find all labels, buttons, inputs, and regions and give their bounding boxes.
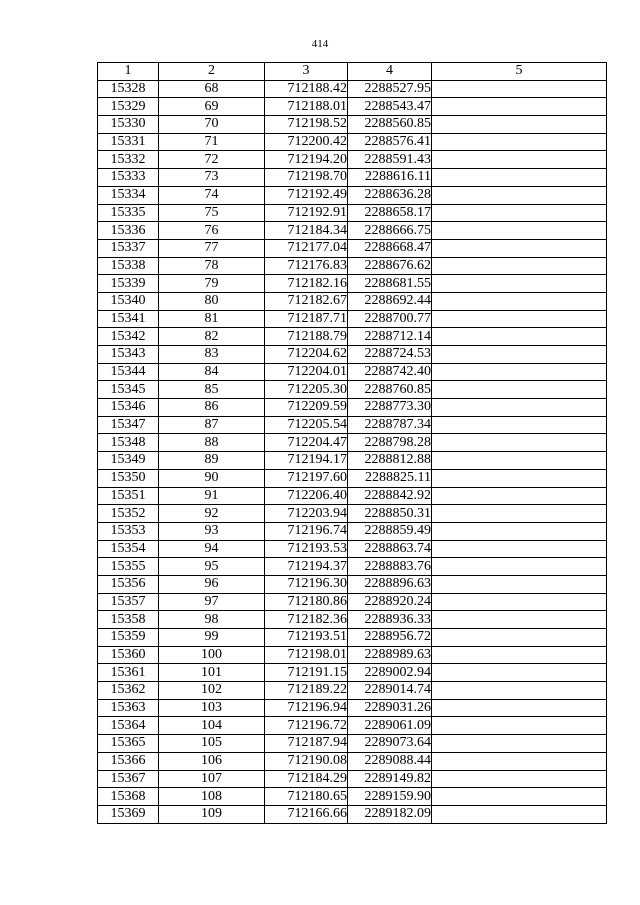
row-number-cell: 15328 [98, 80, 159, 98]
point-number-cell: 86 [159, 399, 265, 417]
x-coordinate-cell: 712194.17 [265, 452, 348, 470]
point-number-cell: 107 [159, 770, 265, 788]
column-header: 1 [98, 63, 159, 81]
row-number-cell: 15330 [98, 116, 159, 134]
row-number-cell: 15362 [98, 682, 159, 700]
y-coordinate-cell: 2288658.17 [348, 204, 432, 222]
x-coordinate-cell: 712204.47 [265, 434, 348, 452]
row-number-cell: 15363 [98, 699, 159, 717]
point-number-cell: 83 [159, 346, 265, 364]
table-row [98, 434, 607, 452]
x-coordinate-cell: 712187.94 [265, 735, 348, 753]
y-coordinate-cell: 2289002.94 [348, 664, 432, 682]
point-number-cell: 84 [159, 363, 265, 381]
notes-cell [432, 151, 607, 169]
x-coordinate-cell: 712193.53 [265, 540, 348, 558]
y-coordinate-cell: 2289031.26 [348, 699, 432, 717]
row-number-cell: 15331 [98, 133, 159, 151]
row-number-cell: 15329 [98, 98, 159, 116]
notes-cell [432, 222, 607, 240]
table-body [98, 80, 607, 823]
y-coordinate-cell: 2288576.41 [348, 133, 432, 151]
row-number-cell: 15364 [98, 717, 159, 735]
table-row [98, 487, 607, 505]
row-number-cell: 15339 [98, 275, 159, 293]
y-coordinate-cell: 2289182.09 [348, 805, 432, 823]
table-row [98, 682, 607, 700]
row-number-cell: 15367 [98, 770, 159, 788]
point-number-cell: 94 [159, 540, 265, 558]
notes-cell [432, 363, 607, 381]
table-row [98, 275, 607, 293]
y-coordinate-cell: 2288825.11 [348, 469, 432, 487]
table-row [98, 98, 607, 116]
y-coordinate-cell: 2289073.64 [348, 735, 432, 753]
y-coordinate-cell: 2288666.75 [348, 222, 432, 240]
table-row [98, 416, 607, 434]
point-number-cell: 92 [159, 505, 265, 523]
table-row [98, 522, 607, 540]
x-coordinate-cell: 712198.70 [265, 169, 348, 187]
notes-cell [432, 575, 607, 593]
x-coordinate-cell: 712176.83 [265, 257, 348, 275]
y-coordinate-cell: 2289159.90 [348, 788, 432, 806]
row-number-cell: 15342 [98, 328, 159, 346]
point-number-cell: 88 [159, 434, 265, 452]
notes-cell [432, 505, 607, 523]
notes-cell [432, 328, 607, 346]
y-coordinate-cell: 2288956.72 [348, 629, 432, 647]
table-row [98, 116, 607, 134]
point-number-cell: 79 [159, 275, 265, 293]
table-row [98, 788, 607, 806]
notes-cell [432, 257, 607, 275]
x-coordinate-cell: 712200.42 [265, 133, 348, 151]
x-coordinate-cell: 712184.34 [265, 222, 348, 240]
row-number-cell: 15360 [98, 646, 159, 664]
point-number-cell: 70 [159, 116, 265, 134]
point-number-cell: 77 [159, 239, 265, 257]
x-coordinate-cell: 712194.37 [265, 558, 348, 576]
x-coordinate-cell: 712196.72 [265, 717, 348, 735]
y-coordinate-cell: 2288863.74 [348, 540, 432, 558]
x-coordinate-cell: 712203.94 [265, 505, 348, 523]
table-row [98, 752, 607, 770]
x-coordinate-cell: 712177.04 [265, 239, 348, 257]
x-coordinate-cell: 712204.01 [265, 363, 348, 381]
table-row [98, 717, 607, 735]
notes-cell [432, 399, 607, 417]
x-coordinate-cell: 712192.49 [265, 186, 348, 204]
table-row [98, 399, 607, 417]
table-row [98, 204, 607, 222]
x-coordinate-cell: 712204.62 [265, 346, 348, 364]
x-coordinate-cell: 712198.52 [265, 116, 348, 134]
notes-cell [432, 735, 607, 753]
table-row [98, 239, 607, 257]
row-number-cell: 15341 [98, 310, 159, 328]
point-number-cell: 78 [159, 257, 265, 275]
x-coordinate-cell: 712180.86 [265, 593, 348, 611]
row-number-cell: 15347 [98, 416, 159, 434]
row-number-cell: 15340 [98, 292, 159, 310]
point-number-cell: 109 [159, 805, 265, 823]
row-number-cell: 15349 [98, 452, 159, 470]
y-coordinate-cell: 2289088.44 [348, 752, 432, 770]
x-coordinate-cell: 712196.30 [265, 575, 348, 593]
table-row [98, 328, 607, 346]
point-number-cell: 76 [159, 222, 265, 240]
point-number-cell: 106 [159, 752, 265, 770]
row-number-cell: 15357 [98, 593, 159, 611]
row-number-cell: 15343 [98, 346, 159, 364]
y-coordinate-cell: 2289061.09 [348, 717, 432, 735]
notes-cell [432, 416, 607, 434]
row-number-cell: 15346 [98, 399, 159, 417]
y-coordinate-cell: 2288742.40 [348, 363, 432, 381]
y-coordinate-cell: 2288812.88 [348, 452, 432, 470]
y-coordinate-cell: 2288896.63 [348, 575, 432, 593]
y-coordinate-cell: 2288760.85 [348, 381, 432, 399]
notes-cell [432, 346, 607, 364]
row-number-cell: 15355 [98, 558, 159, 576]
x-coordinate-cell: 712206.40 [265, 487, 348, 505]
notes-cell [432, 699, 607, 717]
point-number-cell: 91 [159, 487, 265, 505]
notes-cell [432, 664, 607, 682]
point-number-cell: 98 [159, 611, 265, 629]
table-row [98, 629, 607, 647]
notes-cell [432, 80, 607, 98]
table-row [98, 593, 607, 611]
row-number-cell: 15334 [98, 186, 159, 204]
x-coordinate-cell: 712196.94 [265, 699, 348, 717]
x-coordinate-cell: 712194.20 [265, 151, 348, 169]
row-number-cell: 15368 [98, 788, 159, 806]
notes-cell [432, 292, 607, 310]
point-number-cell: 102 [159, 682, 265, 700]
y-coordinate-cell: 2288668.47 [348, 239, 432, 257]
point-number-cell: 85 [159, 381, 265, 399]
y-coordinate-cell: 2288798.28 [348, 434, 432, 452]
y-coordinate-cell: 2288773.30 [348, 399, 432, 417]
x-coordinate-cell: 712188.79 [265, 328, 348, 346]
notes-cell [432, 805, 607, 823]
notes-cell [432, 682, 607, 700]
y-coordinate-cell: 2288636.28 [348, 186, 432, 204]
notes-cell [432, 275, 607, 293]
notes-cell [432, 487, 607, 505]
notes-cell [432, 611, 607, 629]
y-coordinate-cell: 2288527.95 [348, 80, 432, 98]
point-number-cell: 95 [159, 558, 265, 576]
point-number-cell: 81 [159, 310, 265, 328]
row-number-cell: 15369 [98, 805, 159, 823]
row-number-cell: 15348 [98, 434, 159, 452]
table-row [98, 452, 607, 470]
table-row [98, 558, 607, 576]
notes-cell [432, 239, 607, 257]
table-row [98, 611, 607, 629]
table-row [98, 257, 607, 275]
y-coordinate-cell: 2288724.53 [348, 346, 432, 364]
y-coordinate-cell: 2288842.92 [348, 487, 432, 505]
row-number-cell: 15345 [98, 381, 159, 399]
x-coordinate-cell: 712192.91 [265, 204, 348, 222]
point-number-cell: 75 [159, 204, 265, 222]
y-coordinate-cell: 2288700.77 [348, 310, 432, 328]
row-number-cell: 15335 [98, 204, 159, 222]
row-number-cell: 15356 [98, 575, 159, 593]
x-coordinate-cell: 712182.67 [265, 292, 348, 310]
y-coordinate-cell: 2288543.47 [348, 98, 432, 116]
notes-cell [432, 186, 607, 204]
point-number-cell: 90 [159, 469, 265, 487]
notes-cell [432, 522, 607, 540]
notes-cell [432, 310, 607, 328]
y-coordinate-cell: 2288883.76 [348, 558, 432, 576]
column-header: 2 [159, 63, 265, 81]
point-number-cell: 73 [159, 169, 265, 187]
y-coordinate-cell: 2288989.63 [348, 646, 432, 664]
table-row [98, 735, 607, 753]
point-number-cell: 93 [159, 522, 265, 540]
row-number-cell: 15338 [98, 257, 159, 275]
y-coordinate-cell: 2289014.74 [348, 682, 432, 700]
point-number-cell: 68 [159, 80, 265, 98]
table-row [98, 80, 607, 98]
x-coordinate-cell: 712191.15 [265, 664, 348, 682]
point-number-cell: 74 [159, 186, 265, 204]
table-row [98, 699, 607, 717]
point-number-cell: 71 [159, 133, 265, 151]
x-coordinate-cell: 712190.08 [265, 752, 348, 770]
x-coordinate-cell: 712205.30 [265, 381, 348, 399]
table-row [98, 186, 607, 204]
row-number-cell: 15366 [98, 752, 159, 770]
row-number-cell: 15359 [98, 629, 159, 647]
row-number-cell: 15337 [98, 239, 159, 257]
x-coordinate-cell: 712189.22 [265, 682, 348, 700]
column-header: 4 [348, 63, 432, 81]
table-row [98, 310, 607, 328]
table-row [98, 505, 607, 523]
notes-cell [432, 646, 607, 664]
notes-cell [432, 593, 607, 611]
x-coordinate-cell: 712196.74 [265, 522, 348, 540]
row-number-cell: 15344 [98, 363, 159, 381]
x-coordinate-cell: 712205.54 [265, 416, 348, 434]
y-coordinate-cell: 2288676.62 [348, 257, 432, 275]
table-row [98, 770, 607, 788]
x-coordinate-cell: 712197.60 [265, 469, 348, 487]
x-coordinate-cell: 712184.29 [265, 770, 348, 788]
table-row [98, 805, 607, 823]
notes-cell [432, 434, 607, 452]
notes-cell [432, 169, 607, 187]
point-number-cell: 80 [159, 292, 265, 310]
coordinates-table [97, 62, 607, 824]
y-coordinate-cell: 2288712.14 [348, 328, 432, 346]
row-number-cell: 15350 [98, 469, 159, 487]
point-number-cell: 103 [159, 699, 265, 717]
point-number-cell: 89 [159, 452, 265, 470]
y-coordinate-cell: 2289149.82 [348, 770, 432, 788]
y-coordinate-cell: 2288692.44 [348, 292, 432, 310]
x-coordinate-cell: 712182.36 [265, 611, 348, 629]
point-number-cell: 105 [159, 735, 265, 753]
row-number-cell: 15333 [98, 169, 159, 187]
notes-cell [432, 629, 607, 647]
x-coordinate-cell: 712188.42 [265, 80, 348, 98]
table-row [98, 169, 607, 187]
point-number-cell: 96 [159, 575, 265, 593]
row-number-cell: 15354 [98, 540, 159, 558]
row-number-cell: 15332 [98, 151, 159, 169]
point-number-cell: 97 [159, 593, 265, 611]
x-coordinate-cell: 712166.66 [265, 805, 348, 823]
y-coordinate-cell: 2288859.49 [348, 522, 432, 540]
table-header-row [98, 63, 607, 81]
y-coordinate-cell: 2288936.33 [348, 611, 432, 629]
table-row [98, 646, 607, 664]
row-number-cell: 15352 [98, 505, 159, 523]
row-number-cell: 15365 [98, 735, 159, 753]
point-number-cell: 108 [159, 788, 265, 806]
point-number-cell: 87 [159, 416, 265, 434]
notes-cell [432, 540, 607, 558]
notes-cell [432, 770, 607, 788]
table-row [98, 664, 607, 682]
point-number-cell: 99 [159, 629, 265, 647]
row-number-cell: 15358 [98, 611, 159, 629]
table-row [98, 151, 607, 169]
x-coordinate-cell: 712209.59 [265, 399, 348, 417]
table-row [98, 575, 607, 593]
notes-cell [432, 381, 607, 399]
notes-cell [432, 204, 607, 222]
x-coordinate-cell: 712182.16 [265, 275, 348, 293]
notes-cell [432, 133, 607, 151]
y-coordinate-cell: 2288681.55 [348, 275, 432, 293]
notes-cell [432, 788, 607, 806]
x-coordinate-cell: 712193.51 [265, 629, 348, 647]
row-number-cell: 15353 [98, 522, 159, 540]
column-header: 3 [265, 63, 348, 81]
point-number-cell: 82 [159, 328, 265, 346]
x-coordinate-cell: 712187.71 [265, 310, 348, 328]
point-number-cell: 72 [159, 151, 265, 169]
notes-cell [432, 469, 607, 487]
notes-cell [432, 98, 607, 116]
notes-cell [432, 116, 607, 134]
y-coordinate-cell: 2288850.31 [348, 505, 432, 523]
y-coordinate-cell: 2288920.24 [348, 593, 432, 611]
point-number-cell: 100 [159, 646, 265, 664]
row-number-cell: 15336 [98, 222, 159, 240]
table-row [98, 469, 607, 487]
table-row [98, 346, 607, 364]
row-number-cell: 15361 [98, 664, 159, 682]
table-row [98, 292, 607, 310]
table-row [98, 363, 607, 381]
point-number-cell: 101 [159, 664, 265, 682]
y-coordinate-cell: 2288787.34 [348, 416, 432, 434]
notes-cell [432, 752, 607, 770]
column-header: 5 [432, 63, 607, 81]
page-number: 414 [311, 38, 329, 50]
point-number-cell: 104 [159, 717, 265, 735]
table-row [98, 381, 607, 399]
y-coordinate-cell: 2288591.43 [348, 151, 432, 169]
notes-cell [432, 717, 607, 735]
x-coordinate-cell: 712180.65 [265, 788, 348, 806]
row-number-cell: 15351 [98, 487, 159, 505]
table-row [98, 222, 607, 240]
notes-cell [432, 558, 607, 576]
table-row [98, 133, 607, 151]
point-number-cell: 69 [159, 98, 265, 116]
table-row [98, 540, 607, 558]
notes-cell [432, 452, 607, 470]
x-coordinate-cell: 712188.01 [265, 98, 348, 116]
y-coordinate-cell: 2288560.85 [348, 116, 432, 134]
y-coordinate-cell: 2288616.11 [348, 169, 432, 187]
x-coordinate-cell: 712198.01 [265, 646, 348, 664]
